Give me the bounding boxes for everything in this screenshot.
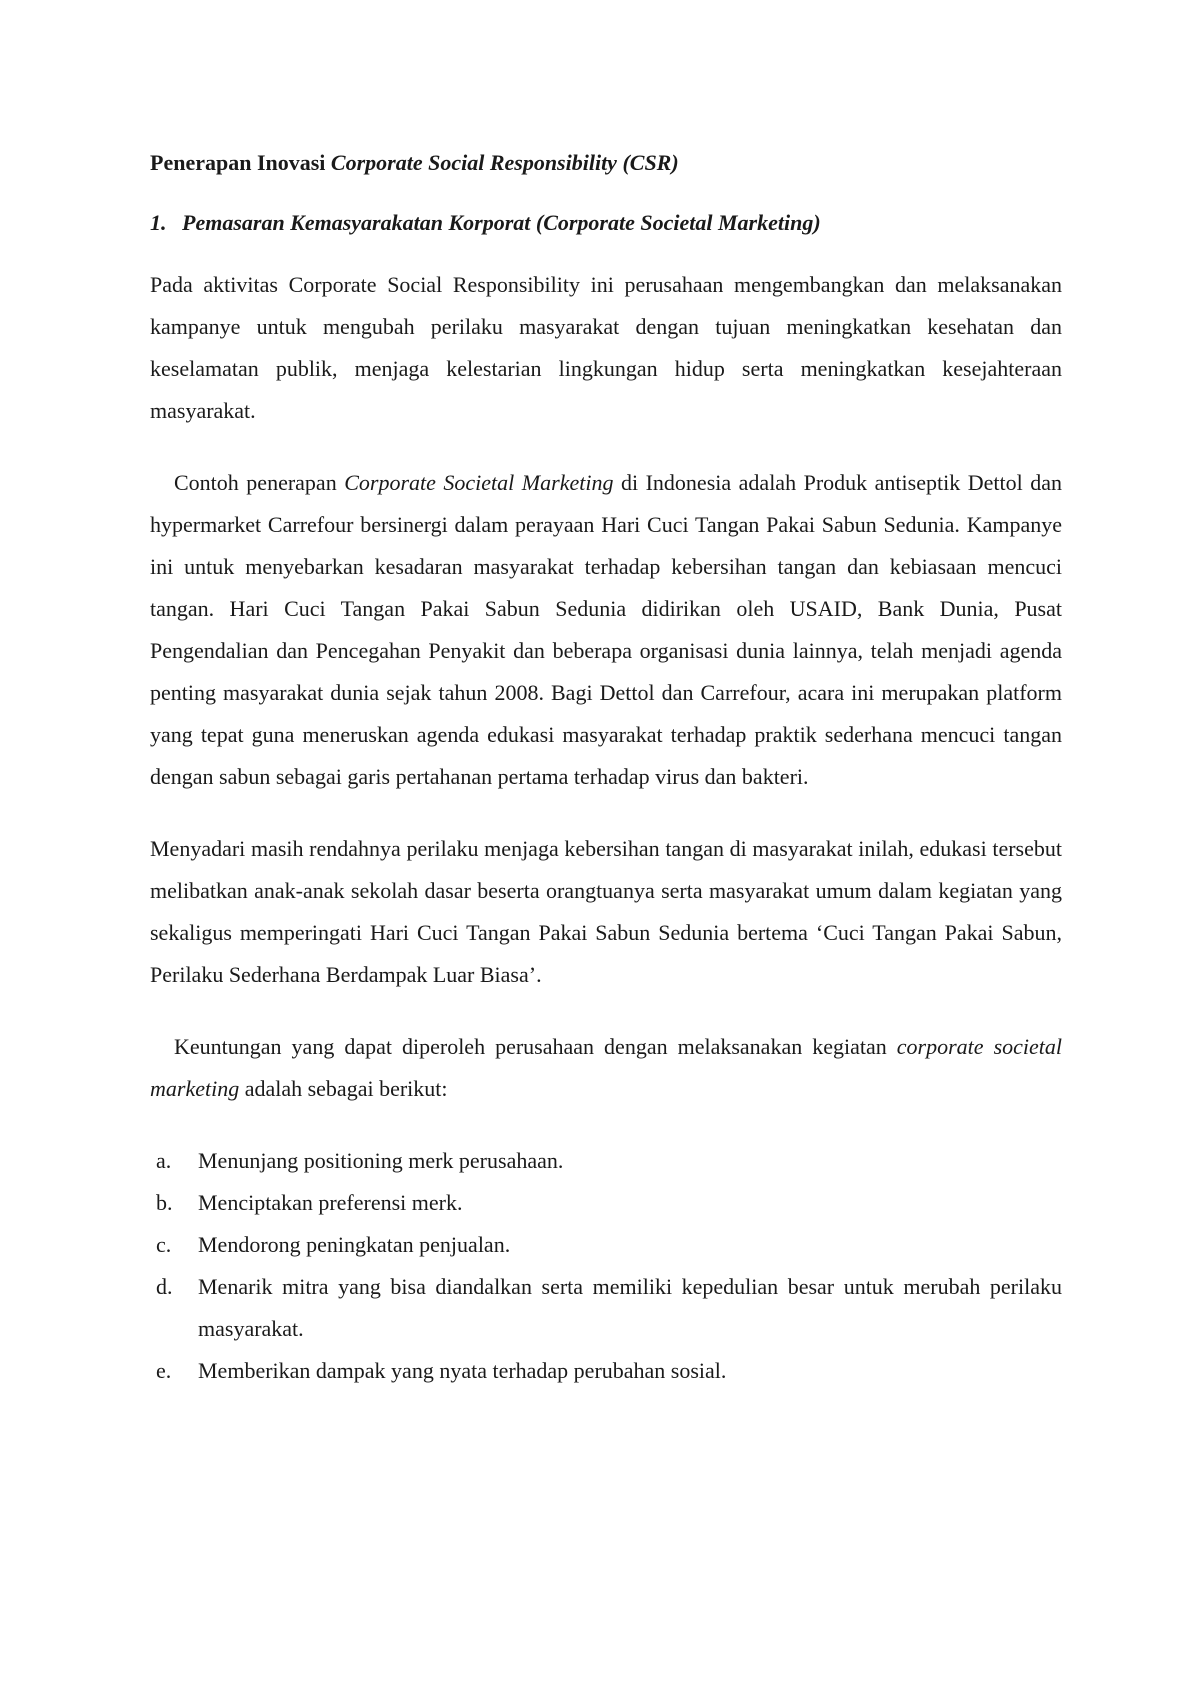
list-item-text: Menunjang positioning merk perusahaan. [198, 1148, 564, 1173]
list-marker: b. [156, 1190, 173, 1215]
list-marker: e. [156, 1358, 172, 1383]
title-italic: Corporate Social Responsibility (CSR) [330, 150, 679, 175]
list-marker: a. [156, 1148, 172, 1173]
list-marker: d. [156, 1274, 173, 1299]
paragraph-example-after: di Indonesia adalah Produk antiseptik Dettol dan hypermarket Carrefour bersinergi dalam perayaan Hari Cuci Tangan Pakai Sabun Sedunia. Kampanye ini untuk menyebarkan kesadaran masyarakat terhadap kebersihan tangan dan kebiasaan mencuci tangan. Hari Cuci Tangan Pakai Sabun Sedunia didirikan oleh USAID, Bank Dunia, Pusat Pengendalian dan Pencegahan Penyakit dan beberapa organisasi dunia lainnya, telah menjadi agenda penting masyarakat dunia sejak tahun 2008. Bagi Dettol dan Carrefour, acara ini merupakan platform yang tepat guna meneruskan agenda edukasi masyarakat terhadap praktik sederhana mencuci tangan dengan sabun sebagai garis pertahanan pertama terhadap virus dan bakteri. [150, 470, 1063, 789]
paragraph-benefits-after: adalah sebagai berikut: [239, 1076, 448, 1101]
benefits-list [150, 1140, 1062, 1392]
section-title: Pemasaran Kemasyarakatan Korporat (Corporate Societal Marketing) [182, 210, 821, 235]
paragraph-example-before: Contoh penerapan [174, 470, 345, 495]
paragraph-example-italic: Corporate Societal Marketing [344, 470, 614, 495]
paragraph-benefits-before: Keuntungan yang dapat diperoleh perusahaan dengan melaksanakan kegiatan [174, 1034, 897, 1059]
paragraph-intro: Pada aktivitas Corporate Social Responsibility ini perusahaan mengembangkan dan melaksanakan kampanye untuk mengubah perilaku masyarakat dengan tujuan meningkatkan kesehatan dan keselamatan publik, menjaga kelestarian lingkungan hidup serta meningkatkan kesejahteraan masyarakat. [150, 272, 1062, 423]
paragraph-benefits-intro [150, 1026, 1062, 1110]
title-prefix: Penerapan Inovasi [150, 150, 331, 175]
list-item [150, 1140, 1062, 1182]
section-heading [150, 208, 1062, 238]
list-item [150, 1182, 1062, 1224]
paragraph-example [150, 462, 1062, 798]
list-item [150, 1350, 1062, 1392]
document-title [150, 148, 1062, 178]
list-item-text: Menciptakan preferensi merk. [198, 1190, 463, 1215]
list-item-text: Menarik mitra yang bisa diandalkan serta memiliki kepedulian besar untuk merubah perilaku masyarakat. [198, 1274, 1062, 1341]
paragraph-benefits-italic: corporate societal marketing [150, 1034, 1062, 1101]
section-number: 1. [150, 210, 167, 235]
list-item-text: Mendorong peningkatan penjualan. [198, 1232, 511, 1257]
list-item [150, 1266, 1062, 1350]
list-item-text: Memberikan dampak yang nyata terhadap perubahan sosial. [198, 1358, 727, 1383]
paragraph-awareness: Menyadari masih rendahnya perilaku menjaga kebersihan tangan di masyarakat inilah, edukasi tersebut melibatkan anak-anak sekolah dasar beserta orangtuanya serta masyarakat umum dalam kegiatan yang sekaligus memperingati Hari Cuci Tangan Pakai Sabun Sedunia bertema ‘Cuci Tangan Pakai Sabun, Perilaku Sederhana Berdampak Luar Biasa’. [150, 836, 1062, 987]
list-item [150, 1224, 1062, 1266]
document-page [150, 140, 1062, 1392]
list-marker: c. [156, 1232, 172, 1257]
